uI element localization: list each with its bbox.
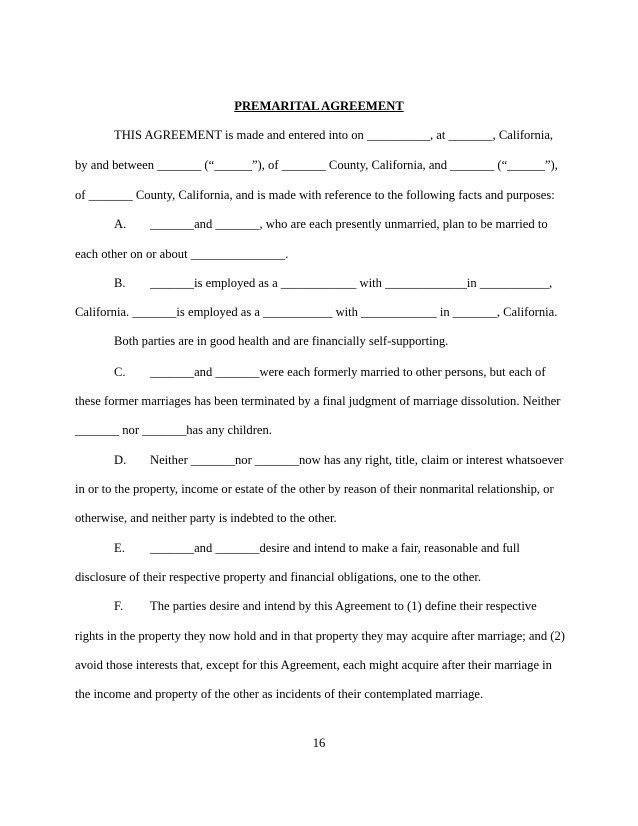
- body-line: each other on or about _______________.: [75, 247, 289, 261]
- body-line: Neither _______nor _______now has any right, title, claim or interest whatsoever: [150, 453, 564, 467]
- paragraph-letter-c: C.: [114, 365, 126, 379]
- body-line: disclosure of their respective property and financial obligations, one to the other.: [75, 570, 482, 584]
- body-line: _______and _______desire and intend to make a fair, reasonable and full: [150, 541, 520, 555]
- body-line: otherwise, and neither party is indebted to the other.: [75, 511, 337, 525]
- body-line: _______and _______, who are each presently unmarried, plan to be married to: [150, 217, 548, 231]
- page-number: 16: [312, 736, 326, 750]
- body-line: in or to the property, income or estate of the other by reason of their nonmarital relationship, or: [75, 482, 554, 496]
- body-line: by and between _______ (“______”), of _______ County, California, and _______ (“______”),: [75, 158, 558, 172]
- body-line: THIS AGREEMENT is made and entered into on __________, at _______, California,: [114, 128, 554, 142]
- body-line: Both parties are in good health and are financially self-supporting.: [114, 334, 449, 348]
- body-line: The parties desire and intend by this Agreement to (1) define their respective: [150, 599, 537, 613]
- body-line: _______ nor _______has any children.: [75, 423, 272, 437]
- paragraph-letter-f: F.: [114, 599, 124, 613]
- body-line: California. _______is employed as a ___________ with ____________ in _______, California.: [75, 305, 558, 319]
- body-line: rights in the property they now hold and in that property they may acquire after marriage; and (2): [75, 629, 565, 643]
- document-title: PREMARITAL AGREEMENT: [234, 99, 404, 113]
- body-line: _______and _______were each formerly married to other persons, but each of: [150, 365, 546, 379]
- body-line: _______is employed as a ____________ with _____________in ___________,: [150, 276, 553, 290]
- body-line: avoid those interests that, except for this Agreement, each might acquire after their marriage in: [75, 658, 552, 672]
- body-line: these former marriages has been terminated by a final judgment of marriage dissolution. Neither: [75, 394, 561, 408]
- paragraph-letter-b: B.: [114, 276, 126, 290]
- body-line: of _______ County, California, and is made with reference to the following facts and purposes:: [75, 188, 555, 202]
- paragraph-letter-e: E.: [114, 541, 125, 555]
- paragraph-letter-a: A.: [114, 217, 127, 231]
- body-line: the income and property of the other as incidents of their contemplated marriage.: [75, 687, 484, 701]
- paragraph-letter-d: D.: [114, 453, 127, 467]
